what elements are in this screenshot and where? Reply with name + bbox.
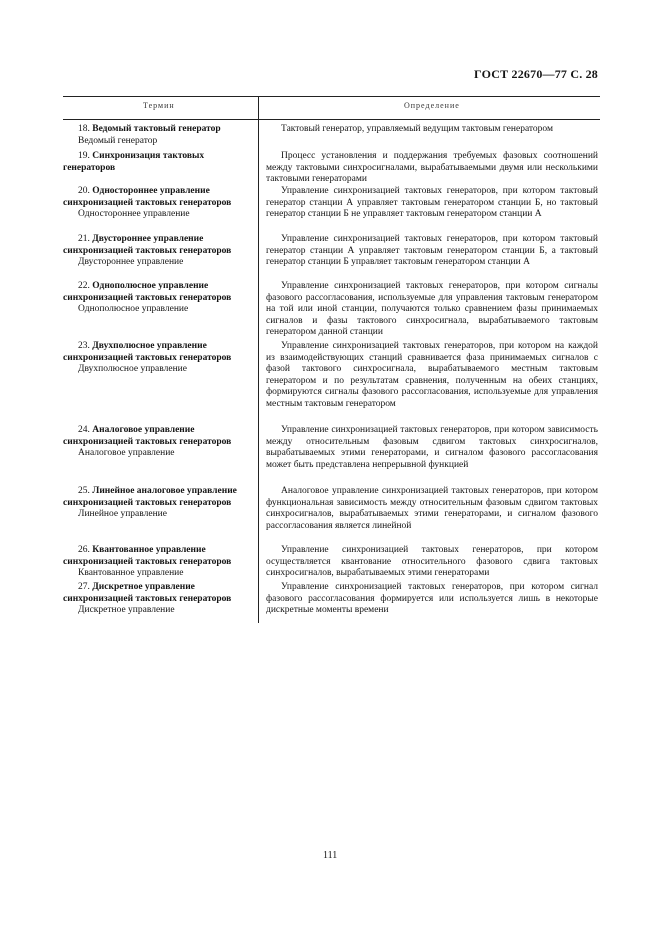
term-title: Однополюсное управление синхронизацией тактовых генераторов bbox=[63, 281, 232, 303]
page-header: ГОСТ 22670—77 С. 28 bbox=[474, 67, 598, 81]
term-title: Линейное аналоговое управление синхронизацией тактовых генераторов bbox=[63, 486, 237, 508]
term-short-form: Двустороннее управление bbox=[78, 257, 184, 268]
term-number: 22. bbox=[78, 281, 90, 291]
term-entry-24 bbox=[63, 425, 253, 460]
term-entry-26 bbox=[63, 545, 253, 580]
definition-19: Процесс установления и поддержания требуемых фазовых соотношений между тактовыми синхросигналами, вырабатываемыми двумя или несколькими тактовыми генераторами bbox=[266, 151, 598, 185]
term-short-form: Однополюсное управление bbox=[78, 304, 189, 315]
definition-25: Аналоговое управление синхронизацией тактовых генераторов, при котором функциональная зависимость между относительным фазовым сдвигом тактовых синхросигналов, вырабатываемых этими генераторами, и сигналом фазового рассогласования является линейной bbox=[266, 486, 598, 531]
term-number: 26. bbox=[78, 545, 90, 555]
term-entry-21 bbox=[63, 234, 253, 269]
term-number: 24. bbox=[78, 425, 90, 435]
term-title: Одностороннее управление синхронизацией тактовых генераторов bbox=[63, 186, 232, 208]
term-short-form: Аналоговое управление bbox=[78, 448, 175, 459]
definition-23: Управление синхронизацией тактовых генераторов, при котором на каждой из взаимодействующих станций сравнивается фаза принимаемых сигналов с фазой тактового синхросигнала, вырабатываемого местным тактовым генератором и по результатам сравнения, полученным на обеих станциях, формируются сигналы фазового рассогласования, используемые для управления местным тактовым генератором bbox=[266, 341, 598, 409]
definition-20: Управление синхронизацией тактовых генераторов, при котором тактовый генератор станции А управляет тактовым генератором станции Б, но тактовый генератор станции Б не управляет тактовым генератором станции А bbox=[266, 186, 598, 220]
term-number: 20. bbox=[78, 186, 90, 196]
term-title: Ведомый тактовый генератор bbox=[92, 124, 221, 134]
term-short-form: Ведомый генератор bbox=[78, 135, 158, 146]
page-number: 111 bbox=[323, 850, 338, 861]
term-title: Дискретное управление синхронизацией тактовых генераторов bbox=[63, 582, 232, 604]
term-short-form: Одностороннее управление bbox=[78, 209, 190, 220]
term-title: Квантованное управление синхронизацией тактовых генераторов bbox=[63, 545, 232, 567]
term-title: Аналоговое управление синхронизацией тактовых генераторов bbox=[63, 425, 232, 447]
term-number: 27. bbox=[78, 582, 90, 592]
term-number: 18. bbox=[78, 124, 90, 134]
term-entry-19 bbox=[63, 151, 253, 174]
definition-18: Тактовый генератор, управляемый ведущим тактовым генератором bbox=[281, 124, 554, 134]
definition-21: Управление синхронизацией тактовых генераторов, при котором тактовый генератор станции А управляет тактовым генератором станции Б, а тактовый генератор станции Б управляет тактовым генератором станции А bbox=[266, 234, 598, 268]
term-title: Двухполюсное управление синхронизацией тактовых генераторов bbox=[63, 341, 232, 363]
term-short-form: Двухполюсное управление bbox=[78, 364, 187, 375]
term-title: Синхронизация тактовых генераторов bbox=[63, 151, 205, 173]
term-number: 21. bbox=[78, 234, 90, 244]
term-entry-20 bbox=[63, 186, 253, 221]
term-number: 19. bbox=[78, 151, 90, 161]
term-entry-23 bbox=[63, 341, 253, 376]
definition-24: Управление синхронизацией тактовых генераторов, при котором зависимость между относительным фазовым сдвигом тактовых синхросигналов, вырабатываемых этими генераторами, и сигналом фазового рассогласования может быть представлена непрерывной функцией bbox=[266, 425, 598, 470]
term-number: 25. bbox=[78, 486, 90, 496]
term-entry-18 bbox=[63, 124, 253, 147]
column-header-definition: Определение bbox=[404, 101, 460, 110]
table-header-rule bbox=[63, 119, 600, 120]
definition-27: Управление синхронизацией тактовых генераторов, при котором сигнал фазового рассогласования формируется или используется лишь в некоторые дискретные моменты времени bbox=[266, 582, 598, 616]
table-top-rule bbox=[63, 96, 600, 97]
term-entry-27 bbox=[63, 582, 253, 617]
definition-22: Управление синхронизацией тактовых генераторов, при котором сигналы фазового рассогласования, используемые для управления тактовым генератором на той или иной станции, получаются только сравнением фазы принимаемых сигналов и фазы тактового синхросигнала, вырабатываемого тактовым генератором данной станции bbox=[266, 281, 598, 338]
definition-26: Управление синхронизацией тактовых генераторов, при котором осуществляется квантование относительного фазового сдвига тактовых синхросигналов, вырабатываемых этими генераторами bbox=[266, 545, 598, 579]
column-header-term: Термин bbox=[143, 101, 175, 110]
term-entry-25 bbox=[63, 486, 253, 521]
term-number: 23. bbox=[78, 341, 90, 351]
term-short-form: Линейное управление bbox=[78, 509, 167, 520]
term-short-form: Квантованное управление bbox=[78, 568, 184, 579]
term-entry-22 bbox=[63, 281, 253, 316]
term-short-form: Дискретное управление bbox=[78, 605, 175, 616]
term-title: Двустороннее управление синхронизацией тактовых генераторов bbox=[63, 234, 232, 256]
column-divider bbox=[258, 96, 259, 623]
